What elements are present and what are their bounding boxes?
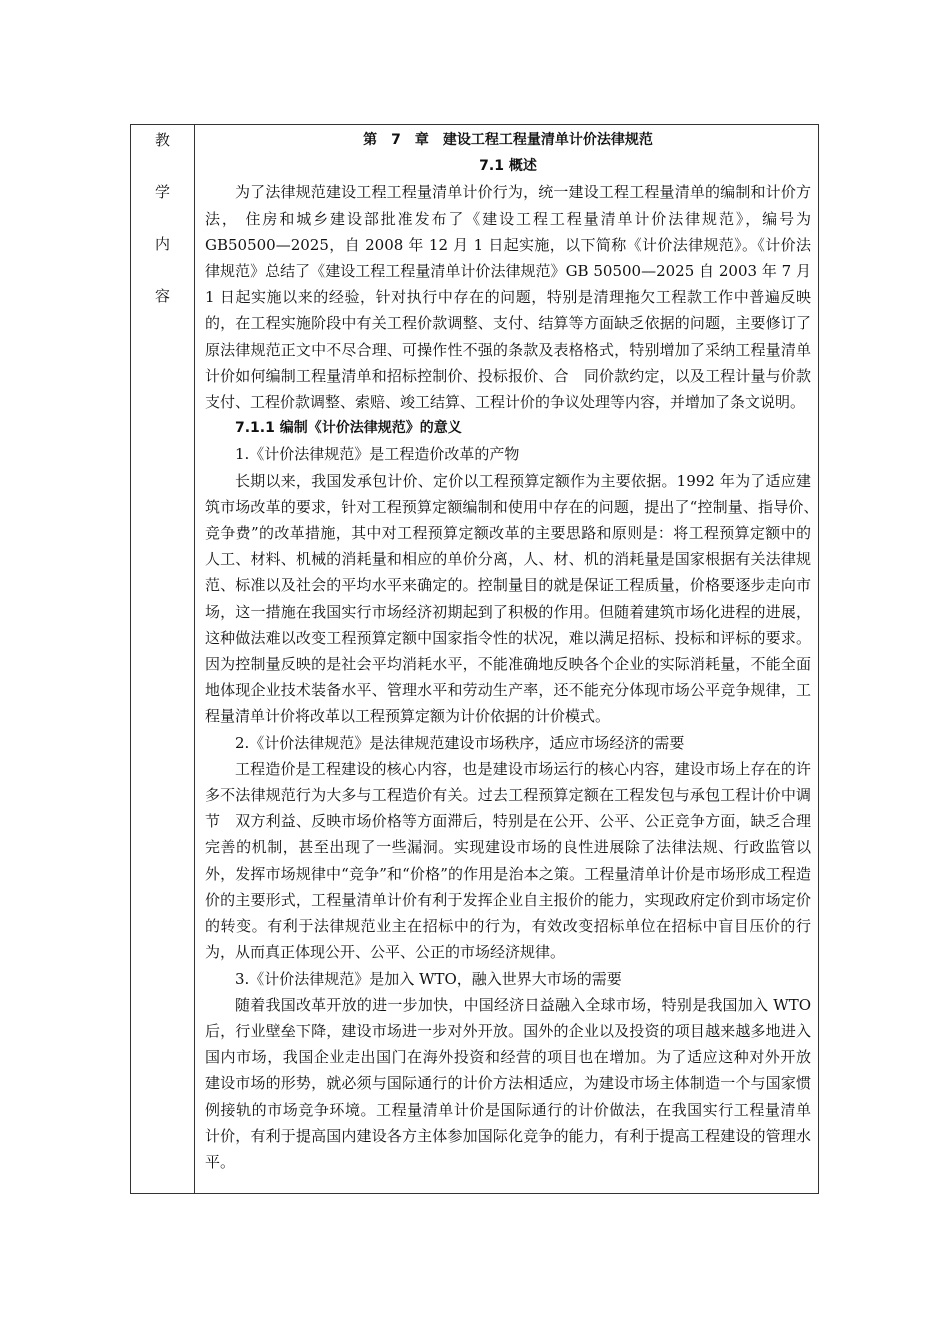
content-table (130, 124, 827, 1194)
body-paragraph: 长期以来，我国发承包计价、定价以工程预算定额作为主要依据。1992 年为了适应建 筑市场改革的要求，针对工程预算定额编制和使用中存在的问题，提出了“控制量、指导价、 竞争费”的改革措施，其中对工程预算定额改革的主要思路和原则是：将工程预算定额中的 人工、材料、机械的消耗量和相应的单价分离，人、材、机的消耗量是国家根据有关法律规范、标准以及社会的平均水平来确定的。控制量目的就是保证工程质量，价格要逐步走向市场，这一措施在我国实行市场经济初期起到了积极的作用。但随着建筑市场化进程的进展，这种做法难以改变工程预算定额中国家指令性的状况，难以满足招标、投标和评标的要求。因为控制量反映的是社会平均消耗水平，不能准确地反映各个企业的实际消耗量，不能全面地体现企业技术装备水平、管理水平和劳动生产率，还不能充分体现市场公平竞争规律，工程量清单计价将改革以工程预算定额为计价依据的计价模式。 (205, 471, 827, 726)
body-paragraph: 随着我国改革开放的进一步加快，中国经济日益融入全球市场，特别是我国加入 WTO 后，行业壁垒下降，建设市场进一步对外开放。国外的企业以及投资的项目越来越多地进入 国内市场，我国企业走出国门在海外投资和经营的项目也在增加。为了适应这种对外开放 建设市场的形势，就必须与国际通行的计价方法相适应，为建设市场主体制造一个与国家惯 例接轨的市场竞争环境。工程量清单计价是国际通行的计价做法，在我国实行工程量清单 计价，有利于提高国内建设各方主体参加国际化竞争的能力，有利于提高工程建设的管理水 平。 (205, 995, 827, 1171)
side-label-char: 教 (154, 131, 170, 149)
main-content (195, 127, 827, 1175)
list-item-heading: 3.《计价法律规范》是加入 WTO，融入世界大市场的需要 (235, 969, 622, 988)
intro-paragraph: 为了法律规范建设工程工程量清单计价行为，统一建设工程工程量清单的编制和计价方法， 住房和城乡建设部批准发布了《建设工程工程量清单计价法律规范》，编号为 GB50500—2025，自 2008 年 12 月 1 日起实施，以下简称《计价法律规范》。《计价法律规范》总结了《建设工程工程量清单计价法律规范》GB 50500—2025 自 2003 年 7 月 1 日起实施以来的经验，针对执行中存在的问题，特别是清理拖欠工程款工作中普遍反映的，在工程实施阶段中有关工程价款调整、支付、结算等方面缺乏依据的问题，主要修订了原法律规范正文中不尽合理、可操作性不强的条款及表格格式，特别增加了采纳工程量清单计价如何编制工程量清单和招标控制价、投标报价、合 同价款约定，以及工程计量与价款支付、工程价款调整、索赔、竣工结算、工程计价的争议处理等内容，并增加了条文说明。 (205, 183, 811, 412)
side-label-char: 内 (154, 235, 170, 253)
list-item-heading: 2.《计价法律规范》是法律规范建设市场秩序，适应市场经济的需要 (235, 733, 685, 752)
side-label-char: 学 (154, 183, 170, 201)
section-title: 7.1 概述 (479, 158, 537, 175)
chapter-title: 第 7 章 建设工程工程量清单计价法律规范 (363, 132, 653, 148)
side-label-column (131, 125, 195, 1193)
list-item-heading: 1.《计价法律规范》是工程造价改革的产物 (235, 445, 520, 464)
body-paragraph: 工程造价是工程建设的核心内容，也是建设市场运行的核心内容，建设市场上存在的许 多不法律规范行为大多与工程造价有关。过去工程预算定额在工程发包与承包工程计价中调节 双方利益、反映市场价格等方面滞后，特别是在公开、公平、公正竞争方面，缺乏合理完善的机制，甚至出现了一些漏洞。实现建设市场的良性进展除了法律法规、行政监管以外，发挥市场规律中“竞争”和“价格”的作用是治本之策。工程量清单计价是市场形成工程造价的主要形式，工程量清单计价有利于发挥企业自主报价的能力，实现政府定价到市场定价的转变。有利于法律规范业主在招标中的行为，有效改变招标单位在招标中盲目压价的行为，从而真正体现公开、公平、公正的市场经济规律。 (205, 759, 827, 962)
subsection-heading: 7.1.1 编制《计价法律规范》的意义 (235, 420, 462, 437)
side-label-char: 容 (154, 287, 170, 305)
